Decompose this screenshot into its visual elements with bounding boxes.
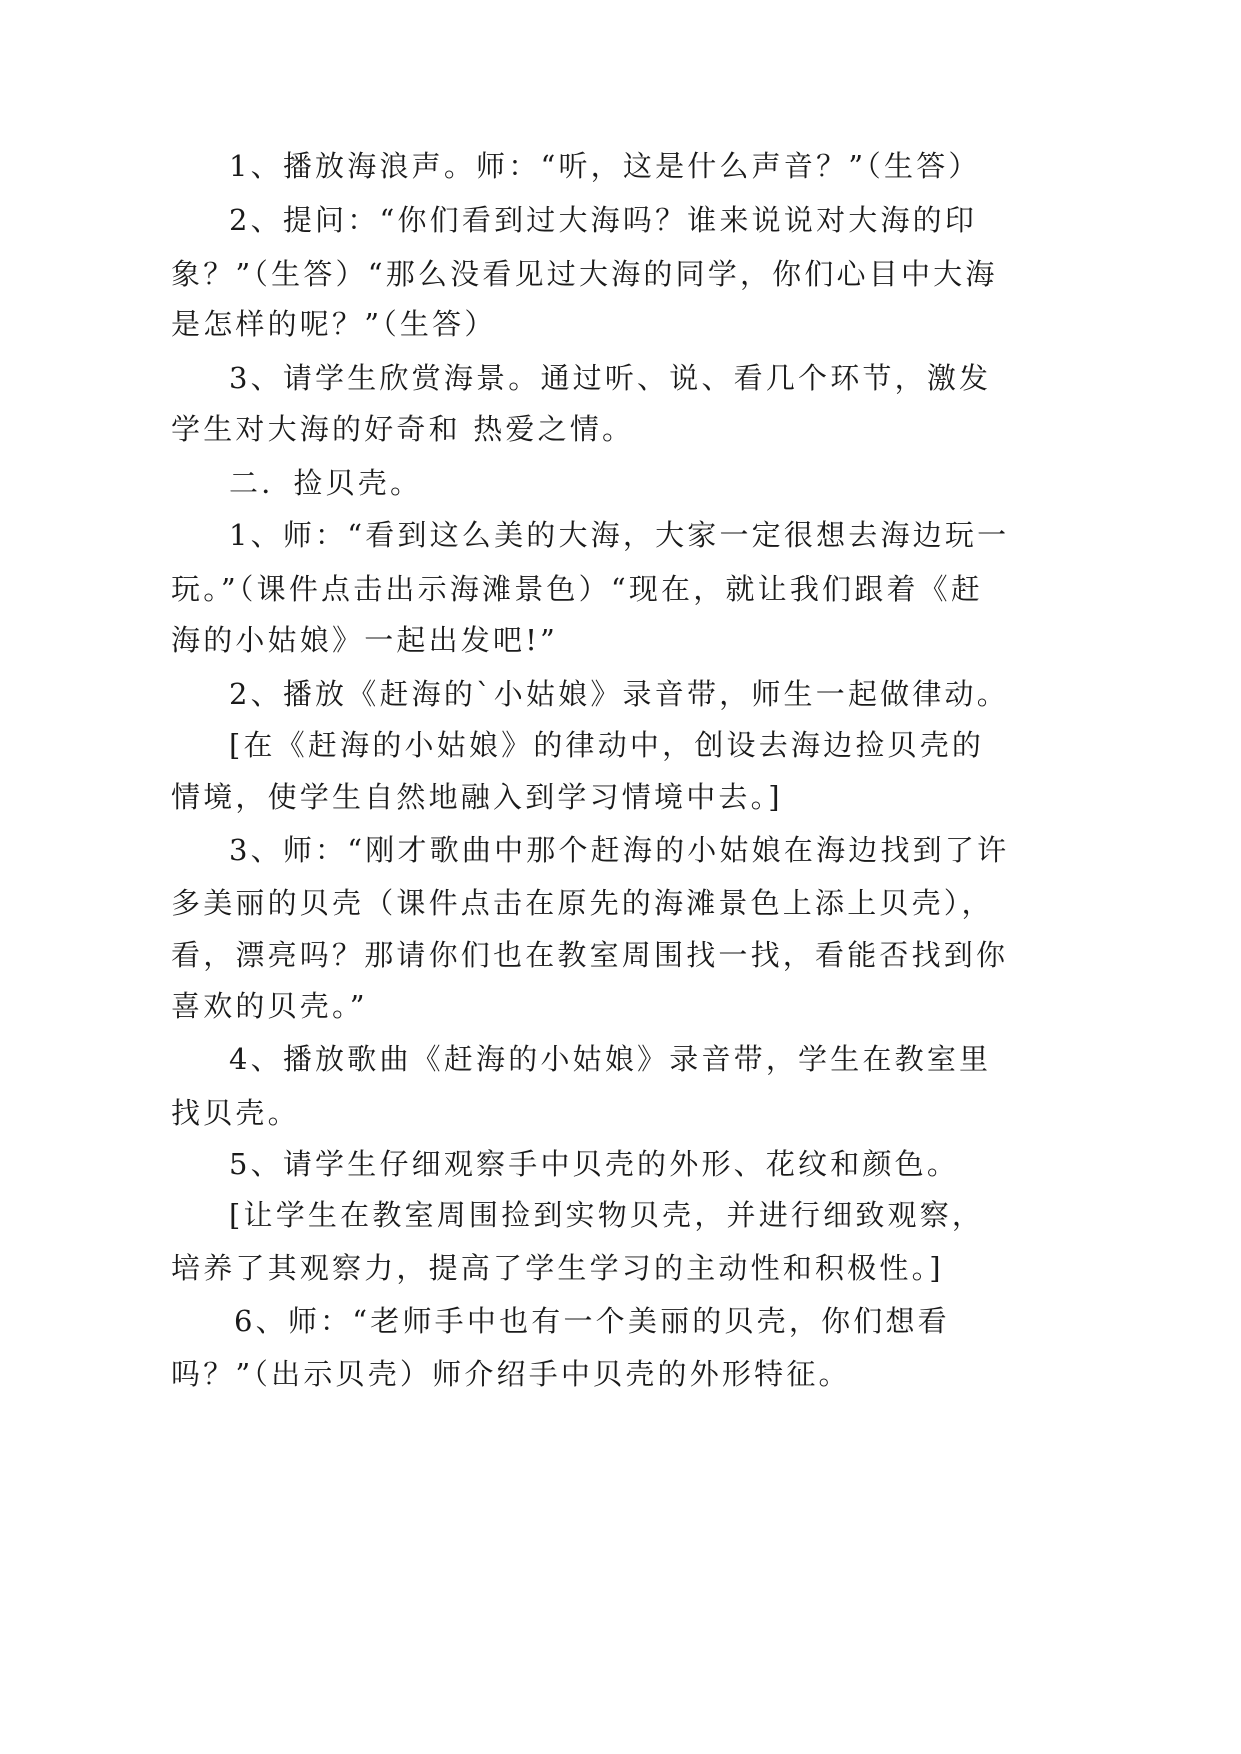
text-line: [在《赶海的小姑娘》的律动中，创设去海边捡贝壳的 [229,728,985,762]
text-line: 2、播放《赶海的`小姑娘》录音带，师生一起做律动。 [229,677,1009,711]
text-line: 看，漂亮吗？那请你们也在教室周围找一找，看能否找到你 [171,938,1009,972]
text-line: 6、师：“老师手中也有一个美丽的贝壳，你们想看 [234,1304,950,1338]
text-line: [让学生在教室周围捡到实物贝壳，并进行细致观察， [229,1198,985,1232]
text-line: 玩。”（课件点击出示海滩景色）“现在，就让我们跟着《赶 [171,572,984,606]
text-line: 5、请学生仔细观察手中贝壳的外形、花纹和颜色。 [229,1147,960,1181]
text-line: 喜欢的贝壳。” [171,989,368,1023]
text-line: 学生对大海的好奇和 热爱之情。 [171,412,635,446]
text-line: 3、师：“刚才歌曲中那个赶海的小姑娘在海边找到了许 [229,833,1010,867]
text-line: 3、请学生欣赏海景。通过听、说、看几个环节，激发 [229,361,992,395]
text-line: 找贝壳。 [171,1096,300,1130]
text-line: 培养了其观察力，提高了学生学习的主动性和积极性。] [171,1251,944,1285]
text-line: 二．捡贝壳。 [229,466,423,500]
text-line: 象？”（生答）“那么没看见过大海的同学，你们心目中大海 [171,257,998,291]
text-line: 4、播放歌曲《赶海的小姑娘》录音带，学生在教室里 [229,1042,992,1076]
text-line: 2、提问：“你们看到过大海吗？谁来说说对大海的印 [229,203,978,237]
text-line: 是怎样的呢？”（生答） [171,307,497,341]
text-line: 情境，使学生自然地融入到学习情境中去。] [171,780,783,814]
text-line: 海的小姑娘》一起出发吧!” [171,623,559,657]
text-line: 多美丽的贝壳（课件点击在原先的海滩景色上添上贝壳）， [171,886,994,920]
text-line: 吗？”（出示贝壳）师介绍手中贝壳的外形特征。 [171,1357,851,1391]
text-line: 1、师：“看到这么美的大海，大家一定很想去海边玩一 [229,518,1010,552]
text-line: 1、播放海浪声。师：“听，这是什么声音？”（生答） [229,149,981,183]
